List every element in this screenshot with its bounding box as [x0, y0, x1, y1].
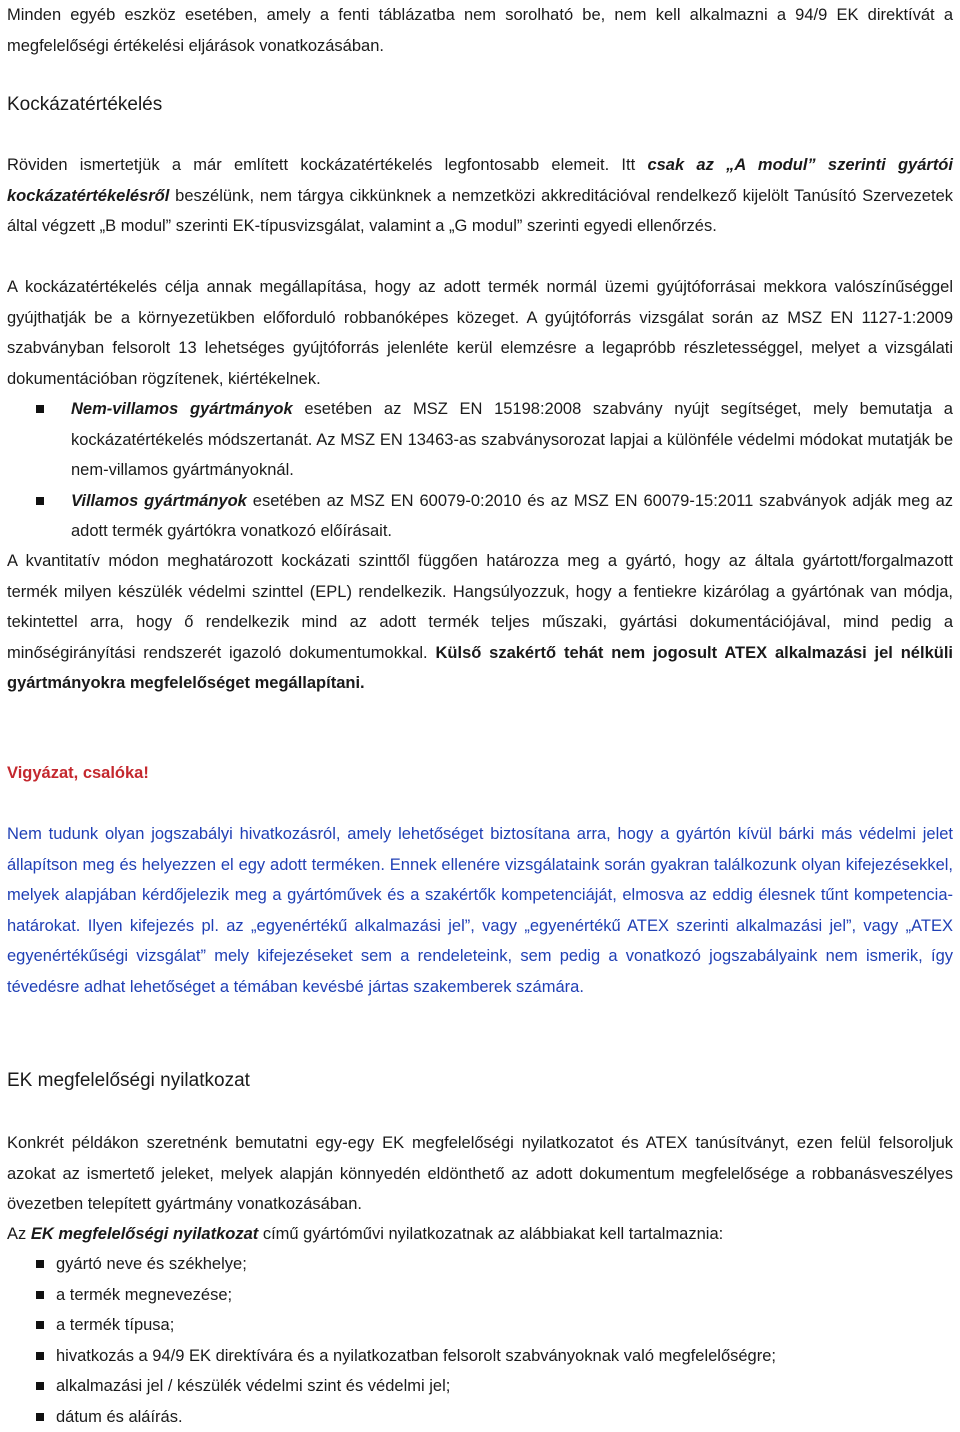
bullet-square-icon [36, 1291, 44, 1299]
list-item: dátum és aláírás. [0, 1402, 953, 1432]
product-type-list [0, 394, 953, 547]
list-item: gyártó neve és székhelye; [0, 1249, 953, 1280]
list-item: alkalmazási jel / készülék védelmi szint és védelmi jel; [0, 1371, 953, 1402]
bullet-square-icon [36, 1382, 44, 1390]
bullet-square-icon [36, 1413, 44, 1421]
risk-paragraph-2: A kockázatértékelés célja annak megállapítása, hogy az adott termék normál üzemi gyújtóforrásai mekkora valószínűséggel gyújthatják be a környezetükben előforduló robbanóképes közeget. A gyújtóforrás vizsgálat során az MSZ EN 1127-1:2009 szabványban felsorolt 13 lehetséges gyújtóforrás jelenléte kerül elemzésre a legapróbb részletességgel, melyet a vizsgálati dokumentációban rögzítenek, kiértékelnek. [7, 272, 953, 394]
list-item: a termék megnevezése; [0, 1280, 953, 1311]
bullet-square-icon [36, 1352, 44, 1360]
ek-requirements-list [0, 1249, 953, 1432]
risk-paragraph-1: Röviden ismertetjük a már említett kockázatértékelés legfontosabb elemeit. Itt csak az „A modul” szerinti gyártói kockázatértékelésről beszélünk, nem tárgya cikkünknek a nemzetközi akkreditációval rendelkező kijelölt Tanúsító Szervezetek által végzett „B modul” szerinti EK-típusvizsgálat, valamint a „G modul” szerinti egyedi ellenőrzés. [7, 150, 953, 242]
list-item: Nem-villamos gyártmányok esetében az MSZ EN 15198:2008 szabvány nyújt segítséget, mely bemutatja a kockázatértékelés módszertanát. Az MSZ EN 13463-as szabványsorozat lapjai a különféle védelmi módokat mutatják be nem-villamos gyártmányoknál. [0, 394, 953, 486]
intro-paragraph: Minden egyéb eszköz esetében, amely a fenti táblázatba nem sorolható be, nem kell alkalmazni a 94/9 EK direktívát a megfelelőségi értékelési eljárások vonatkozásában. [7, 0, 953, 61]
bullet-square-icon [36, 405, 44, 413]
bullet-square-icon [36, 497, 44, 505]
risk-heading: Kockázatértékelés [7, 90, 162, 120]
ek-heading: EK megfelelőségi nyilatkozat [7, 1066, 250, 1096]
bullet-square-icon [36, 1321, 44, 1329]
ek-paragraph-1: Konkrét példákon szeretnénk bemutatni egy-egy EK megfelelőségi nyilatkozatot és ATEX tanúsítványt, ezen felül felsoroljuk azokat az ismertető jeleket, melyek alapján könnyedén eldönthető az adott dokumentum megfelelősége a robbanásveszélyes övezetben telepített gyártmány vonatkozásában. [7, 1128, 953, 1220]
warning-paragraph: Nem tudunk olyan jogszabályi hivatkozásról, amely lehetőséget biztosítana arra, hogy a gyártón kívül bárki más védelmi jelet állapítson meg és helyezzen el egy adott terméken. Ennek ellenére vizsgálataink során gyakran találkozunk olyan kifejezésekkel, melyek alapjában kérdőjelezik meg a gyártóművek és a szakértők kompetenciáját, elmosva az eddig élesnek tűnt kompetencia-határokat. Ilyen kifejezés pl. az „egyenértékű alkalmazási jel”, vagy „egyenértékű ATEX szerinti alkalmazási jel”, vagy „ATEX egyenértékűségi vizsgálat” mely kifejezéseket sem a rendeleteink, sem pedig a vonatkozó jogszabályaink nem ismerik, így tévedésre adhat lehetőséget a témában kevésbé jártas szakemberek számára. [7, 819, 953, 1002]
risk-paragraph-3: A kvantitatív módon meghatározott kockázati szinttől függően határozza meg a gyártó, hogy az általa gyártott/forgalmazott termék milyen készülék védelmi szinttel (EPL) rendelkezik. Hangsúlyozzuk, hogy a fentiekre kizárólag a gyártónak van módja, tekintettel arra, hogy ő rendelkezik mind az adott termék teljes műszaki, gyártási dokumentációjával, mind pedig a minőségirányítási rendszerét igazoló dokumentumokkal. Külső szakértő tehát nem jogosult ATEX alkalmazási jel nélküli gyártmányokra megfelelőséget megállapítani. [7, 546, 953, 699]
list-item: a termék típusa; [0, 1310, 953, 1341]
ek-paragraph-2: Az EK megfelelőségi nyilatkozat című gyártóművi nyilatkozatnak az alábbiakat kell tartalmaznia: [7, 1219, 953, 1250]
list-item: Villamos gyártmányok esetében az MSZ EN 60079-0:2010 és az MSZ EN 60079-15:2011 szabványok adják meg az adott termék gyártókra vonatkozó előírásait. [0, 486, 953, 547]
warning-title: Vigyázat, csalóka! [7, 758, 953, 789]
list-item: hivatkozás a 94/9 EK direktívára és a nyilatkozatban felsorolt szabványoknak való megfelelőségre; [0, 1341, 953, 1372]
bullet-square-icon [36, 1260, 44, 1268]
